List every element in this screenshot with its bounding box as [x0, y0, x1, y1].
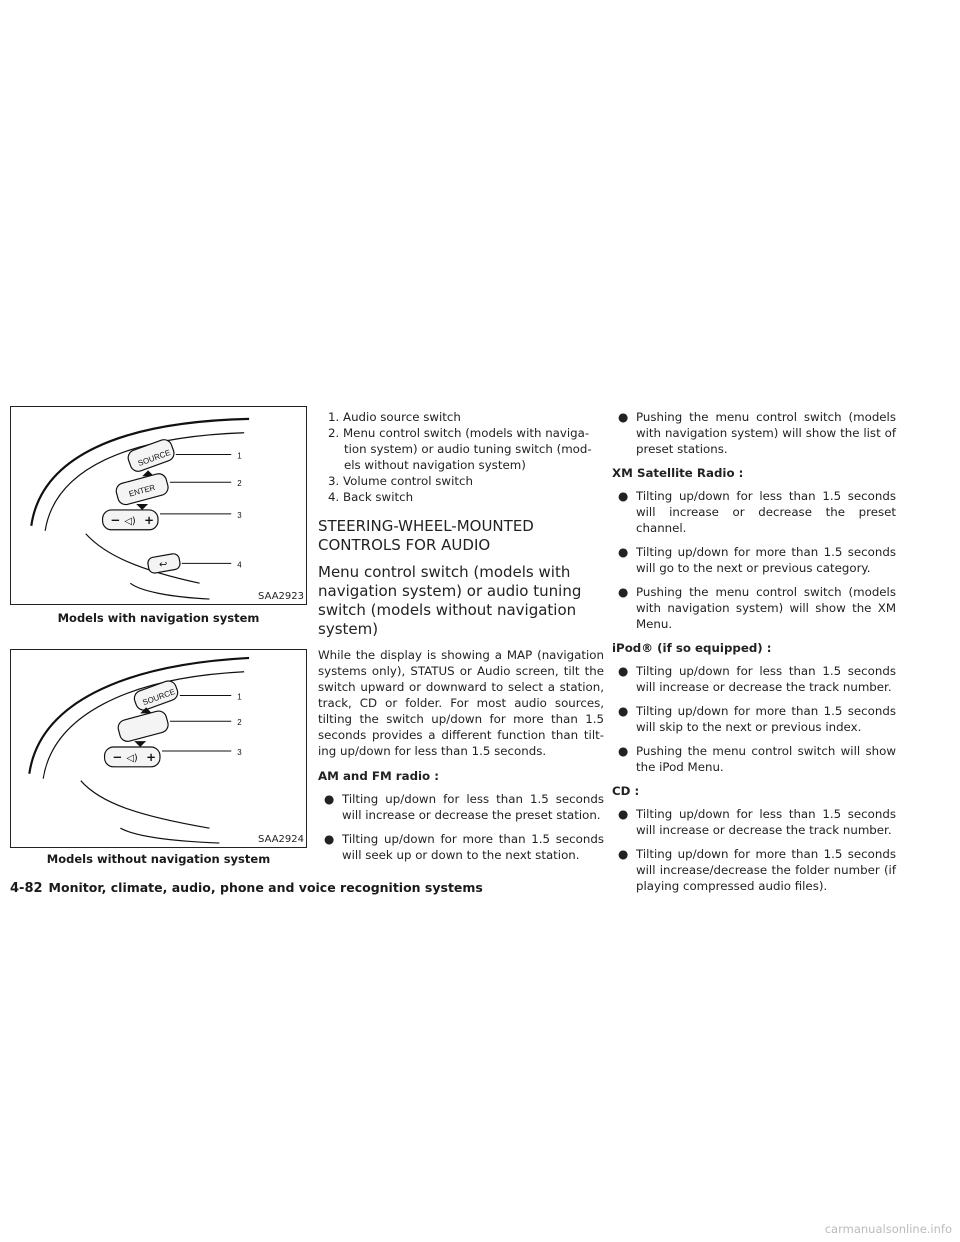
bullet-icon: ● [324, 792, 335, 806]
steering-wheel-non-nav-illustration [11, 650, 306, 847]
section-heading: STEERING-WHEEL-MOUNTED CONTROLS FOR AUDIO [318, 517, 534, 554]
figure-caption: Models with navigation system [57, 611, 260, 625]
list-item: ● Tilting up/down for less than 1.5 seconds will increase or decrease the preset channel. [618, 489, 896, 535]
callout-2: 2 [237, 718, 242, 728]
callout-3: 3 [237, 510, 242, 520]
callout-4: 4 [237, 560, 242, 570]
list-item: ● Tilting up/down for less than 1.5 seconds will increase or decrease the preset station. [324, 792, 604, 822]
figure-caption: Models without navigation system [46, 852, 271, 866]
bullet-icon: ● [618, 664, 629, 678]
subsection-heading: Menu control switch (models with navigation system) or audio tuning switch (models without navigation system) [318, 563, 582, 638]
callout-1: 1 [237, 451, 242, 461]
list-item: ● Pushing the menu control switch (models with navigation system) will show the XM Menu. [618, 585, 896, 631]
bullet-icon: ● [618, 807, 629, 821]
list-item: ● Tilting up/down for more than 1.5 seconds will go to the next or previous category. [618, 545, 896, 575]
chapter-title: Monitor, climate, audio, phone and voice recognition systems [48, 880, 483, 895]
cd-title: CD : [612, 784, 640, 798]
svg-text:◁): ◁) [124, 515, 136, 527]
callout-3: 3 [237, 747, 242, 757]
list-item: ● Pushing the menu control switch will show the iPod Menu. [618, 744, 896, 774]
figure-code: SAA2923 [258, 591, 304, 602]
bullet-icon: ● [618, 545, 629, 559]
middle-column [318, 409, 604, 871]
figure-without-navigation [10, 649, 307, 848]
list-item: ● Pushing the menu control switch (models with navigation system) will show the list of preset stations. [618, 410, 896, 456]
list-item: ● Tilting up/down for less than 1.5 seconds will increase or decrease the track number. [618, 664, 896, 694]
enter-button-label: ENTER [127, 482, 157, 499]
bullet-icon: ● [618, 847, 629, 861]
svg-text:↩: ↩ [158, 559, 168, 571]
list-item: ● Tilting up/down for more than 1.5 seconds will skip to the next or previous index. [618, 704, 896, 734]
xm-title: XM Satellite Radio : [612, 466, 744, 480]
svg-text:−: − [112, 749, 123, 764]
callout-1: 1 [237, 692, 242, 702]
page-footer [10, 880, 483, 896]
right-column [612, 409, 896, 902]
watermark[interactable]: carmanualsonline.info [824, 1222, 952, 1236]
figure-code: SAA2924 [258, 834, 304, 845]
svg-text:+: + [146, 749, 157, 764]
list-item: ● Tilting up/down for less than 1.5 seconds will increase or decrease the track number. [618, 807, 896, 837]
list-item: ● Tilting up/down for more than 1.5 seconds will seek up or down to the next station. [324, 832, 604, 862]
intro-paragraph: While the display is showing a MAP (navigation systems only), STATUS or Audio screen, tilt the switch upward or downward to select a station, track, CD or folder. For most audio sources, tilting the switch up/down for more than 1.5 seconds provides a different function than tilt-ing up/down for less than 1.5 seconds. [318, 648, 604, 758]
legend-item: 3. Volume control switch [328, 474, 473, 488]
svg-text:−: − [110, 512, 121, 527]
list-item: ● Tilting up/down for more than 1.5 seconds will increase/decrease the folder number (if playing compressed audio files). [618, 847, 896, 893]
bullet-icon: ● [618, 744, 629, 758]
svg-text:◁): ◁) [126, 752, 138, 764]
am-fm-title: AM and FM radio : [318, 769, 439, 783]
bullet-icon: ● [618, 585, 629, 599]
figure-with-navigation [10, 406, 307, 605]
page-number: 4-82 [10, 881, 43, 896]
bullet-icon: ● [618, 410, 629, 424]
legend-item: 4. Back switch [328, 490, 414, 504]
bullet-icon: ● [324, 832, 335, 846]
source-button-label: SOURCE [136, 448, 172, 469]
ipod-title: iPod® (if so equipped) : [612, 641, 772, 655]
callout-2: 2 [237, 479, 242, 489]
steering-wheel-nav-illustration [11, 407, 306, 604]
source-button-label: SOURCE [141, 687, 177, 708]
legend-item: 2. Menu control switch (models with naviga-tion system) or audio tuning switch (mod-els without navigation system) [328, 426, 592, 472]
legend-item: 1. Audio source switch [328, 410, 461, 424]
bullet-icon: ● [618, 489, 629, 503]
svg-text:+: + [144, 512, 155, 527]
bullet-icon: ● [618, 704, 629, 718]
